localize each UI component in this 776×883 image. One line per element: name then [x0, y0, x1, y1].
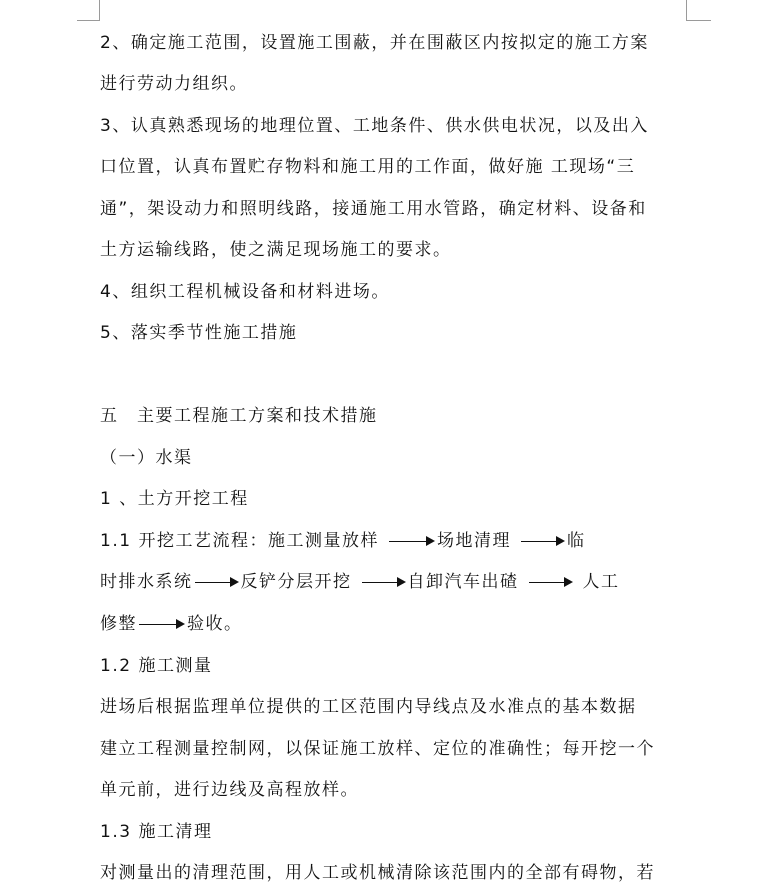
paragraph-line: 3、认真熟悉现场的地理位置、工地条件、供水供电状况，以及出入 [100, 116, 649, 136]
page-corner-mark-right [686, 0, 711, 21]
paragraph-line: 对测量出的清理范围，用人工或机械清除该范围内的全部有碍物，若 [100, 863, 655, 883]
flow-line-3 [100, 614, 243, 634]
paragraph-line: 通”，架设动力和照明线路，接通施工用水管路，确定材料、设备和 [100, 199, 647, 219]
paragraph-line: 4、组织工程机械设备和材料进场。 [100, 282, 390, 302]
arrow-right-icon [362, 572, 406, 592]
flow-step: 修整 [100, 614, 137, 634]
arrow-right-icon [195, 572, 239, 592]
paragraph-line: 口位置，认真布置贮存物料和施工用的工作面，做好施 工现场“三 [100, 157, 636, 177]
item-heading: 1 、土方开挖工程 [100, 489, 249, 509]
flow-step: 临 [566, 531, 586, 551]
section-heading: 五 主要工程施工方案和技术措施 [100, 406, 378, 426]
flow-step: 验收。 [187, 614, 243, 634]
flow-prefix: 1.1 开挖工艺流程：施工测量放样 [100, 531, 379, 551]
arrow-right-icon [139, 614, 185, 634]
paragraph-line: 土方运输线路，使之满足现场施工的要求。 [100, 240, 452, 260]
item-heading: 1.3 施工清理 [100, 822, 213, 842]
flow-step: 场地清理 [436, 531, 511, 551]
flow-line-2 [100, 572, 620, 592]
flow-step: 反铲分层开挖 [240, 572, 352, 592]
flow-step: 时排水系统 [100, 572, 193, 592]
item-heading: 1.2 施工测量 [100, 656, 213, 676]
arrow-right-icon [389, 531, 435, 551]
paragraph-line: 建立工程测量控制网，以保证施工放样、定位的准确性；每开挖一个 [100, 739, 655, 759]
paragraph-line: 进行劳动力组织。 [100, 74, 248, 94]
flow-step: 人工 [582, 572, 620, 592]
paragraph-line: 单元前，进行边线及高程放样。 [100, 780, 359, 800]
subsection-heading: （一）水渠 [100, 448, 193, 468]
flow-line-1 [100, 531, 585, 551]
page-corner-mark-left [77, 0, 100, 21]
paragraph-line: 5、落实季节性施工措施 [100, 323, 298, 343]
paragraph-line: 进场后根据监理单位提供的工区范围内导线点及水准点的基本数据 [100, 697, 637, 717]
paragraph-line: 2、确定施工范围，设置施工围蔽，并在围蔽区内按拟定的施工方案 [100, 33, 649, 53]
flow-step: 自卸汽车出碴 [407, 572, 519, 592]
arrow-right-icon [529, 572, 573, 592]
arrow-right-icon [521, 531, 565, 551]
